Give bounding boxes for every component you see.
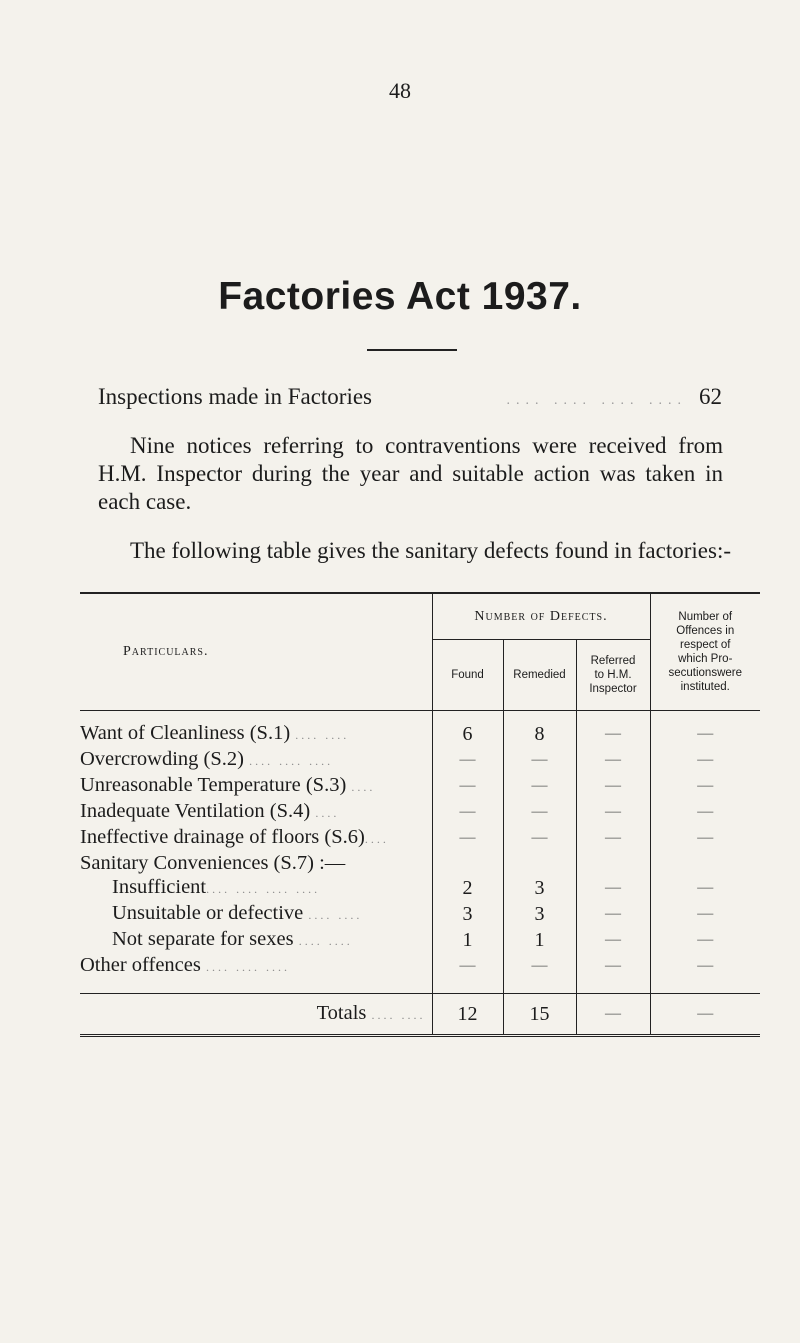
remedied-cell: 3 <box>503 901 576 927</box>
found-cell: — <box>432 747 503 773</box>
remedied-cell: 1 <box>503 927 576 953</box>
offences-header-line: secutionswere <box>668 667 742 679</box>
row-label: Not separate for sexes <box>112 928 294 950</box>
remedied-cell: — <box>503 773 576 799</box>
page-title: Factories Act 1937. <box>218 275 582 318</box>
referred-cell: — <box>576 901 650 927</box>
row-label: Inadequate Ventilation (S.4) <box>80 800 311 822</box>
table-row <box>80 799 760 825</box>
referred-cell: — <box>576 825 650 851</box>
row-label: Ineffective drainage of floors (S.6) <box>80 826 365 848</box>
number-of-defects-header: Number of Defects. <box>432 593 650 640</box>
row-label: Overcrowding (S.2) <box>80 748 244 770</box>
remedied-cell: 8 <box>503 711 576 748</box>
remedied-cell: — <box>503 825 576 851</box>
inspections-line <box>98 384 722 410</box>
row-leaders: .... .... .... <box>205 960 290 974</box>
remedied-header: Remedied <box>503 640 576 711</box>
offences-header-line: which Pro- <box>678 653 733 665</box>
inspections-value: 62 <box>699 384 722 409</box>
found-total: 12 <box>432 994 503 1036</box>
found-cell: — <box>432 953 503 979</box>
offences-header-line: respect of <box>680 639 731 651</box>
remedied-cell: 3 <box>503 875 576 901</box>
sanitary-heading: Sanitary Conveniences (S.7) :— <box>80 851 432 875</box>
referred-cell: — <box>576 711 650 748</box>
referred-cell: — <box>576 953 650 979</box>
table-row <box>80 825 760 851</box>
row-leaders: .... .... .... <box>249 754 334 768</box>
referred-header-line: Inspector <box>589 683 637 695</box>
table-row <box>80 851 760 875</box>
offences-cell: — <box>697 905 714 922</box>
table-row <box>80 927 760 953</box>
found-cell: — <box>432 825 503 851</box>
title-divider <box>367 349 457 351</box>
offences-cell: — <box>697 751 714 768</box>
offences-cell: — <box>697 957 714 974</box>
referred-total: — <box>576 994 650 1036</box>
referred-cell: — <box>576 747 650 773</box>
offences-cell: — <box>697 931 714 948</box>
page-number: 48 <box>389 78 411 103</box>
referred-header <box>576 640 650 711</box>
totals-row <box>80 994 760 1036</box>
referred-header-line: Referred <box>590 655 636 667</box>
row-leaders: .... .... <box>371 1008 426 1022</box>
referred-cell: — <box>576 799 650 825</box>
row-leaders: .... <box>364 832 389 846</box>
found-cell: 2 <box>432 875 503 901</box>
remedied-cell: — <box>503 747 576 773</box>
remedied-total: 15 <box>503 994 576 1036</box>
table-row <box>80 875 760 901</box>
offences-cell: — <box>697 803 714 820</box>
row-label: Want of Cleanliness (S.1) <box>80 722 291 744</box>
row-leaders: .... .... <box>308 908 363 922</box>
totals-label: Totals <box>316 1002 367 1024</box>
row-label: Other offences <box>80 954 201 976</box>
offences-header <box>650 593 760 711</box>
found-cell: 1 <box>432 927 503 953</box>
remedied-cell: — <box>503 799 576 825</box>
row-label: Unreasonable Temperature (S.3) <box>80 774 347 796</box>
table-row <box>80 773 760 799</box>
referred-cell: — <box>576 875 650 901</box>
particulars-header: Particulars. <box>80 593 432 711</box>
offences-cell: — <box>697 879 714 896</box>
offences-total: — <box>650 994 760 1036</box>
table-row <box>80 711 760 748</box>
offences-header-line: Offences in <box>676 625 735 637</box>
row-leaders: .... <box>315 806 340 820</box>
offences-header-line: Number of <box>678 611 733 623</box>
found-cell: 3 <box>432 901 503 927</box>
table-row <box>80 747 760 773</box>
row-leaders: .... .... .... .... <box>206 882 321 896</box>
referred-header-line: to H.M. <box>594 669 632 681</box>
offences-cell: — <box>697 725 714 742</box>
referred-cell: — <box>576 773 650 799</box>
row-leaders: .... .... <box>295 728 350 742</box>
table-row <box>80 901 760 927</box>
found-cell: 6 <box>432 711 503 748</box>
referred-cell: — <box>576 927 650 953</box>
remedied-cell: — <box>503 953 576 979</box>
row-leaders: .... .... <box>298 934 353 948</box>
row-label: Insufficient <box>112 876 207 898</box>
offences-header-line: instituted. <box>680 681 730 693</box>
table-intro-paragraph: The following table gives the sanitary defects found in factories:- <box>130 538 731 563</box>
notices-paragraph: Nine notices referring to contraventions were received from H.M. Inspector during the year and suitable action was taken in each case. <box>98 433 723 514</box>
offences-cell: — <box>697 777 714 794</box>
found-cell: — <box>432 773 503 799</box>
inspections-label: Inspections made in Factories <box>98 384 373 409</box>
sanitary-defects-table <box>80 592 760 1037</box>
found-cell: — <box>432 799 503 825</box>
found-header: Found <box>432 640 503 711</box>
table-row <box>80 953 760 979</box>
row-label: Unsuitable or defective <box>112 902 304 924</box>
row-leaders: .... <box>351 780 376 794</box>
inspections-leaders: .... .... .... .... <box>506 393 687 408</box>
offences-cell: — <box>697 829 714 846</box>
